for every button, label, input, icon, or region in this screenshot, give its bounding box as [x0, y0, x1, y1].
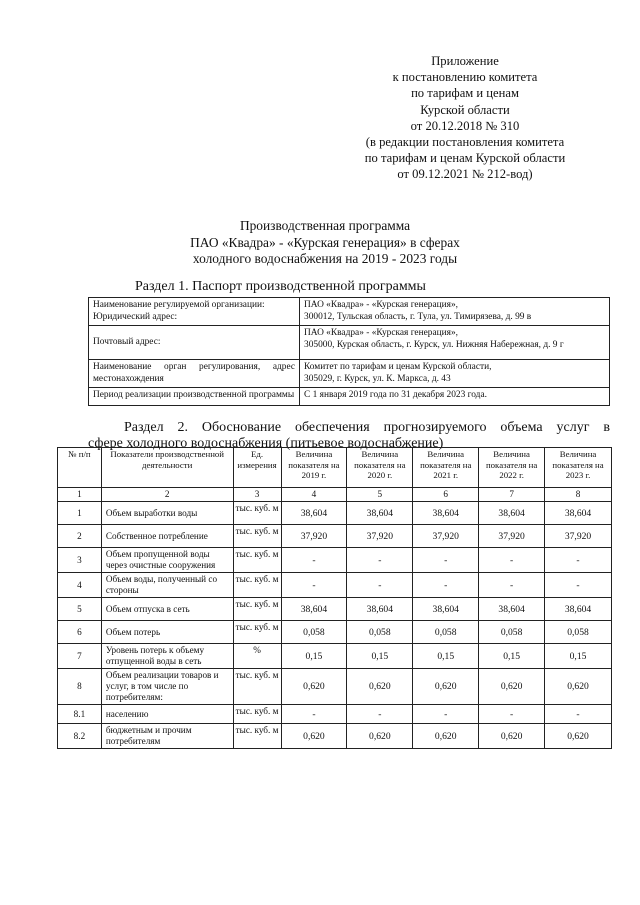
passport-label-line: Почтовый адрес:	[93, 336, 161, 347]
row-unit: тыс. куб. м	[233, 669, 281, 705]
passport-label	[89, 388, 300, 406]
row-value: -	[545, 548, 612, 573]
row-value: -	[479, 573, 545, 598]
table-row	[58, 669, 612, 705]
row-value: -	[413, 573, 479, 598]
column-number-row	[58, 488, 612, 502]
row-value: -	[281, 573, 347, 598]
row-value: 0,620	[545, 669, 612, 705]
row-value: -	[479, 705, 545, 724]
passport-value-line: ПАО «Квадра» - «Курская генерация»,	[304, 300, 458, 310]
row-number: 8.2	[58, 724, 102, 749]
row-indicator: Объем отпуска в сеть	[101, 598, 233, 621]
row-value: -	[479, 548, 545, 573]
row-number: 6	[58, 621, 102, 644]
row-value: 38,604	[281, 502, 347, 525]
table-row	[58, 644, 612, 669]
row-number: 8	[58, 669, 102, 705]
row-value: -	[281, 548, 347, 573]
row-number: 3	[58, 548, 102, 573]
row-unit: тыс. куб. м	[233, 705, 281, 724]
header-2020: Величина показателя на 2020 г.	[347, 448, 413, 488]
row-unit: %	[233, 644, 281, 669]
passport-label-line: Наименование регулируемой организации:	[93, 300, 265, 310]
row-indicator: Объем выработки воды	[101, 502, 233, 525]
section1-heading: Раздел 1. Паспорт производственной программы	[135, 279, 426, 294]
row-value: 38,604	[281, 598, 347, 621]
appendix-line: к постановлению комитета	[392, 70, 538, 85]
row-indicator: Объем потерь	[101, 621, 233, 644]
row-value: 37,920	[413, 525, 479, 548]
row-unit: тыс. куб. м	[233, 598, 281, 621]
row-indicator: Уровень потерь к объему отпущенной воды в сеть	[101, 644, 233, 669]
row-unit: тыс. куб. м	[233, 525, 281, 548]
appendix-header	[330, 53, 600, 183]
appendix-line: Приложение	[431, 54, 499, 68]
row-value: 37,920	[281, 525, 347, 548]
table-row	[58, 724, 612, 749]
row-indicator: Объем реализации товаров и услуг, в том числе по потребителям:	[101, 669, 233, 705]
row-value: 38,604	[413, 598, 479, 621]
passport-label-line: Период реализации производственной программы	[93, 390, 295, 400]
row-value: 0,620	[413, 669, 479, 705]
column-number: 6	[413, 488, 479, 502]
row-value: 0,620	[281, 669, 347, 705]
row-unit: тыс. куб. м	[233, 573, 281, 598]
row-number: 8.1	[58, 705, 102, 724]
document-title	[140, 218, 510, 268]
row-unit: тыс. куб. м	[233, 724, 281, 749]
table-header-row	[58, 448, 612, 488]
table-row	[58, 502, 612, 525]
row-value: 0,15	[281, 644, 347, 669]
appendix-line: от 09.12.2021 № 212-вод)	[397, 167, 533, 182]
passport-label	[89, 360, 300, 388]
passport-row	[89, 298, 610, 326]
row-value: 0,620	[545, 724, 612, 749]
row-value: 38,604	[545, 598, 612, 621]
appendix-line: Курской области	[420, 102, 510, 117]
row-value: 0,15	[545, 644, 612, 669]
row-value: 0,620	[347, 669, 413, 705]
section2-heading-line2: сфере холодного водоснабжения (питьевое водоснабжение)	[88, 436, 444, 451]
row-unit: тыс. куб. м	[233, 621, 281, 644]
row-value: -	[545, 573, 612, 598]
row-value: 38,604	[347, 502, 413, 525]
row-number: 1	[58, 502, 102, 525]
appendix-line: (в редакции постановления комитета	[365, 135, 565, 150]
title-line: Производственная программа	[239, 218, 411, 233]
table-row	[58, 598, 612, 621]
header-2019: Величина показателя на 2019 г.	[281, 448, 347, 488]
passport-table	[88, 297, 610, 406]
row-value: 0,058	[545, 621, 612, 644]
row-value: -	[413, 548, 479, 573]
row-value: 37,920	[545, 525, 612, 548]
row-value: 38,604	[479, 502, 545, 525]
column-number: 3	[233, 488, 281, 502]
column-number: 8	[545, 488, 612, 502]
appendix-line: от 20.12.2018 № 310	[410, 118, 520, 133]
row-value: 37,920	[347, 525, 413, 548]
row-value: 0,058	[281, 621, 347, 644]
header-num: № п/п	[58, 448, 102, 488]
passport-row	[89, 326, 610, 360]
row-value: 37,920	[479, 525, 545, 548]
column-number: 2	[101, 488, 233, 502]
passport-value-line: С 1 января 2019 года по 31 декабря 2023 года.	[304, 390, 487, 400]
column-number: 4	[281, 488, 347, 502]
header-2022: Величина показателя на 2022 г.	[479, 448, 545, 488]
row-value: 38,604	[479, 598, 545, 621]
passport-label-line: Наименование орган регулирования, адрес	[93, 362, 295, 372]
row-value: 38,604	[347, 598, 413, 621]
passport-value-line: 305029, г. Курск, ул. К. Маркса, д. 43	[304, 373, 451, 384]
row-value: 0,15	[413, 644, 479, 669]
passport-label	[89, 298, 300, 326]
passport-row	[89, 360, 610, 388]
section2-heading-line1: Раздел 2. Обоснование обеспечения прогнозируемого объема услуг в	[124, 420, 610, 435]
row-value: 0,058	[347, 621, 413, 644]
row-indicator: бюджетным и прочим потребителям	[101, 724, 233, 749]
passport-value-line: Комитет по тарифам и ценам Курской области,	[304, 362, 492, 372]
table-row	[58, 705, 612, 724]
passport-value	[300, 326, 610, 360]
passport-value	[300, 360, 610, 388]
row-indicator: Объем воды, полученный со стороны	[101, 573, 233, 598]
row-unit: тыс. куб. м	[233, 502, 281, 525]
row-number: 7	[58, 644, 102, 669]
row-value: -	[281, 705, 347, 724]
row-indicator: Объем пропущенной воды через очистные сооружения	[101, 548, 233, 573]
passport-row	[89, 388, 610, 406]
row-value: 0,620	[347, 724, 413, 749]
column-number: 5	[347, 488, 413, 502]
row-number: 2	[58, 525, 102, 548]
row-value: 0,620	[479, 669, 545, 705]
table-row	[58, 621, 612, 644]
header-2023: Величина показателя на 2023 г.	[545, 448, 612, 488]
row-value: -	[413, 705, 479, 724]
row-value: 0,058	[413, 621, 479, 644]
row-value: 0,620	[281, 724, 347, 749]
row-value: 38,604	[413, 502, 479, 525]
row-value: -	[347, 705, 413, 724]
appendix-line: по тарифам и ценам	[411, 86, 519, 101]
header-unit: Ед. измерения	[233, 448, 281, 488]
row-value: 0,15	[347, 644, 413, 669]
row-value: 38,604	[545, 502, 612, 525]
row-indicator: Собственное потребление	[101, 525, 233, 548]
appendix-line: по тарифам и ценам Курской области	[364, 151, 566, 166]
passport-label-line: местонахождения	[93, 373, 164, 384]
row-value: -	[545, 705, 612, 724]
passport-value-line: ПАО «Квадра» - «Курская генерация»,	[304, 328, 458, 338]
row-unit: тыс. куб. м	[233, 548, 281, 573]
title-line: ПАО «Квадра» - «Курская генерация» в сферах	[190, 234, 460, 250]
column-number: 7	[479, 488, 545, 502]
passport-value-line: 300012, Тульская область, г. Тула, ул. Тимирязева, д. 99 в	[304, 311, 532, 322]
row-number: 5	[58, 598, 102, 621]
header-indicator: Показатели производственной деятельности	[101, 448, 233, 488]
table-row	[58, 573, 612, 598]
row-value: -	[347, 573, 413, 598]
passport-label-line: Юридический адрес:	[93, 311, 178, 322]
row-value: 0,15	[479, 644, 545, 669]
table-row	[58, 525, 612, 548]
production-table	[57, 447, 612, 749]
row-value: 0,620	[413, 724, 479, 749]
header-2021: Величина показателя на 2021 г.	[413, 448, 479, 488]
row-value: 0,620	[479, 724, 545, 749]
passport-value	[300, 388, 610, 406]
row-number: 4	[58, 573, 102, 598]
table-row	[58, 548, 612, 573]
passport-value-line: 305000, Курская область, г. Курск, ул. Нижняя Набережная, д. 9 г	[304, 339, 564, 350]
row-value: 0,058	[479, 621, 545, 644]
title-line: холодного водоснабжения на 2019 - 2023 годы	[192, 251, 458, 266]
column-number: 1	[58, 488, 102, 502]
row-value: -	[347, 548, 413, 573]
row-indicator: населению	[101, 705, 233, 724]
passport-label	[89, 326, 300, 360]
passport-value	[300, 298, 610, 326]
